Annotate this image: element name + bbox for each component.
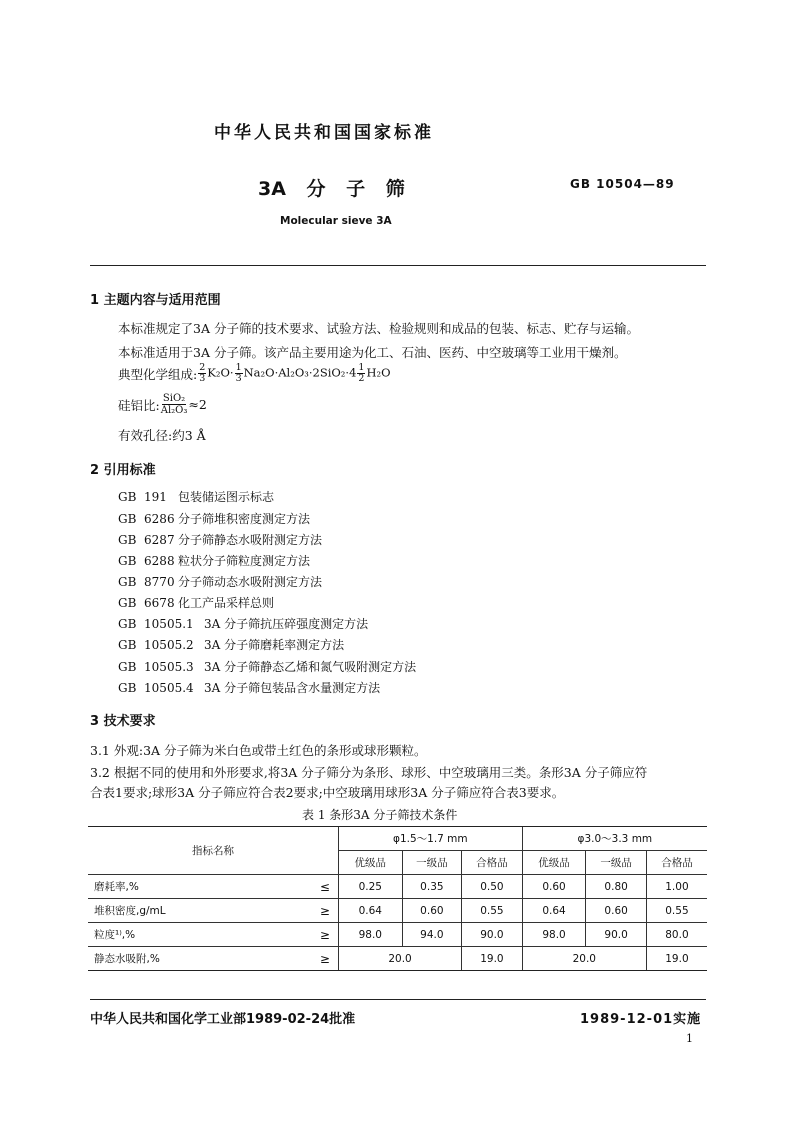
table-cell: 0.60 <box>586 899 647 923</box>
reference-item <box>118 531 322 548</box>
pore-size: 有效孔径:约3 Å <box>118 428 206 443</box>
reference-item <box>118 615 368 632</box>
reference-item <box>118 679 380 696</box>
reference-code: GB 10505.4 <box>118 681 194 695</box>
row-comparator: ≥ <box>306 923 339 947</box>
reference-title: 3A 分子筛静态乙烯和氮气吸附测定方法 <box>204 660 417 674</box>
table-cell: 1.00 <box>646 875 707 899</box>
table-cell: 98.0 <box>522 923 586 947</box>
reference-code: GB 8770 <box>118 575 175 589</box>
spec-table <box>88 826 707 971</box>
table-cell: 0.50 <box>462 875 523 899</box>
table-cell: 0.64 <box>522 899 586 923</box>
reference-title: 分子筛动态水吸附测定方法 <box>178 575 323 589</box>
grade-header: 合格品 <box>462 851 523 875</box>
grade-header: 优级品 <box>338 851 402 875</box>
table-cell: 0.64 <box>338 899 402 923</box>
reference-title: 包装储运图示标志 <box>178 490 275 504</box>
reference-code: GB 10505.2 <box>118 638 194 652</box>
table-cell: 0.55 <box>646 899 707 923</box>
size-group-1: φ1.5～1.7 mm <box>338 827 522 851</box>
standard-number: GB 10504—89 <box>570 177 675 191</box>
reference-item <box>118 510 310 527</box>
row-name: 静态水吸附,% <box>88 947 306 971</box>
clause-3-2-line-1: 3.2 根据不同的使用和外形要求,将3A 分子筛分为条形、球形、中空玻璃用三类。条形3A 分子筛应符 <box>90 765 648 780</box>
reference-title: 分子筛静态水吸附测定方法 <box>178 533 323 547</box>
reference-title: 3A 分子筛包装品含水量测定方法 <box>204 681 381 695</box>
standard-title: 中华人民共和国国家标准 <box>214 123 434 143</box>
table-cell: 20.0 <box>522 947 646 971</box>
reference-item <box>118 636 344 653</box>
section-1-heading: 1 主题内容与适用范围 <box>90 293 221 308</box>
table-row <box>88 947 707 971</box>
table-cell: 98.0 <box>338 923 402 947</box>
reference-code: GB 10505.1 <box>118 617 194 631</box>
page-number: 1 <box>686 1032 693 1045</box>
section-1-para-1: 本标准规定了3A 分子筛的技术要求、试验方法、检验规则和成品的包装、标志、贮存与运输。 <box>118 321 639 336</box>
grade-header: 合格品 <box>646 851 707 875</box>
row-name: 堆积密度,g/mL <box>88 899 306 923</box>
formula-label: 典型化学组成: <box>118 366 198 382</box>
reference-code: GB 6288 <box>118 554 175 568</box>
clause-3-2-line-2: 合表1要求;球形3A 分子筛应符合表2要求;中空玻璃用球形3A 分子筛应符合表3要求。 <box>90 785 565 800</box>
reference-code: GB 191 <box>118 490 167 504</box>
reference-title: 分子筛堆积密度测定方法 <box>178 512 311 526</box>
section-1-para-2: 本标准适用于3A 分子筛。该产品主要用途为化工、石油、医药、中空玻璃等工业用干燥剂。 <box>118 345 627 360</box>
table-cell: 0.25 <box>338 875 402 899</box>
section-2-heading: 2 引用标准 <box>90 463 156 478</box>
fraction: $\frac{1}{2}$ <box>358 362 365 384</box>
si-al-ratio: 硅铝比: $\frac{\text{SiO₂}}{\text{Al₂O₃}}$ ≈2 <box>118 393 207 416</box>
reference-code: GB 6287 <box>118 533 175 547</box>
table-cell: 0.55 <box>462 899 523 923</box>
grade-header: 一级品 <box>586 851 647 875</box>
row-comparator: ≥ <box>306 899 339 923</box>
table-cell: 19.0 <box>462 947 523 971</box>
reference-code: GB 6286 <box>118 512 175 526</box>
fraction: $\frac{2}{3}$ <box>199 362 206 384</box>
reference-title: 3A 分子筛磨耗率测定方法 <box>204 638 345 652</box>
english-title: Molecular sieve 3A <box>280 215 392 227</box>
ratio-fraction: $\frac{\text{SiO₂}}{\text{Al₂O₃}}$ <box>160 393 188 416</box>
reference-item <box>118 594 274 611</box>
table-cell: 0.60 <box>522 875 586 899</box>
column-header-name: 指标名称 <box>88 827 338 875</box>
table-row <box>88 899 707 923</box>
reference-item <box>118 658 416 675</box>
table-caption: 表 1 条形3A 分子筛技术条件 <box>302 808 458 822</box>
reference-title: 粒状分子筛粒度测定方法 <box>178 554 311 568</box>
table-cell: 90.0 <box>586 923 647 947</box>
reference-item <box>118 552 310 569</box>
effective-date: 1989-12-01实施 <box>580 1012 702 1027</box>
reference-item <box>118 573 322 590</box>
approval-text: 中华人民共和国化学工业部1989-02-24批准 <box>90 1012 356 1027</box>
fraction: $\frac{1}{3}$ <box>235 362 242 384</box>
reference-item <box>118 488 274 505</box>
grade-header: 优级品 <box>522 851 586 875</box>
grade-header: 一级品 <box>402 851 462 875</box>
table-cell: 94.0 <box>402 923 462 947</box>
header-rule <box>90 265 706 266</box>
reference-code: GB 6678 <box>118 596 175 610</box>
row-name: 磨耗率,% <box>88 875 306 899</box>
size-group-2: φ3.0～3.3 mm <box>522 827 707 851</box>
row-comparator: ≤ <box>306 875 339 899</box>
document-title: 3A 分 子 筛 <box>258 178 405 200</box>
table-cell: 80.0 <box>646 923 707 947</box>
table-row <box>88 875 707 899</box>
footer-rule <box>90 999 706 1000</box>
reference-title: 化工产品采样总则 <box>178 596 275 610</box>
table-cell: 0.60 <box>402 899 462 923</box>
table-cell: 0.35 <box>402 875 462 899</box>
row-comparator: ≥ <box>306 947 339 971</box>
reference-code: GB 10505.3 <box>118 660 194 674</box>
row-name: 粒度¹⁾,% <box>88 923 306 947</box>
table-row <box>88 923 707 947</box>
table-cell: 19.0 <box>646 947 707 971</box>
table-cell: 90.0 <box>462 923 523 947</box>
reference-title: 3A 分子筛抗压碎强度测定方法 <box>204 617 369 631</box>
table-cell: 0.80 <box>586 875 647 899</box>
chemical-formula: 典型化学组成: $\frac{2}{3}$ K₂O· $\frac{1}{3}$ Na₂O·Al₂O₃·2SiO₂·4 $\frac{1}{2}$ H₂O <box>118 362 391 384</box>
section-3-heading: 3 技术要求 <box>90 714 156 729</box>
clause-3-1: 3.1 外观:3A 分子筛为米白色或带土红色的条形或球形颗粒。 <box>90 743 427 758</box>
table-cell: 20.0 <box>338 947 461 971</box>
